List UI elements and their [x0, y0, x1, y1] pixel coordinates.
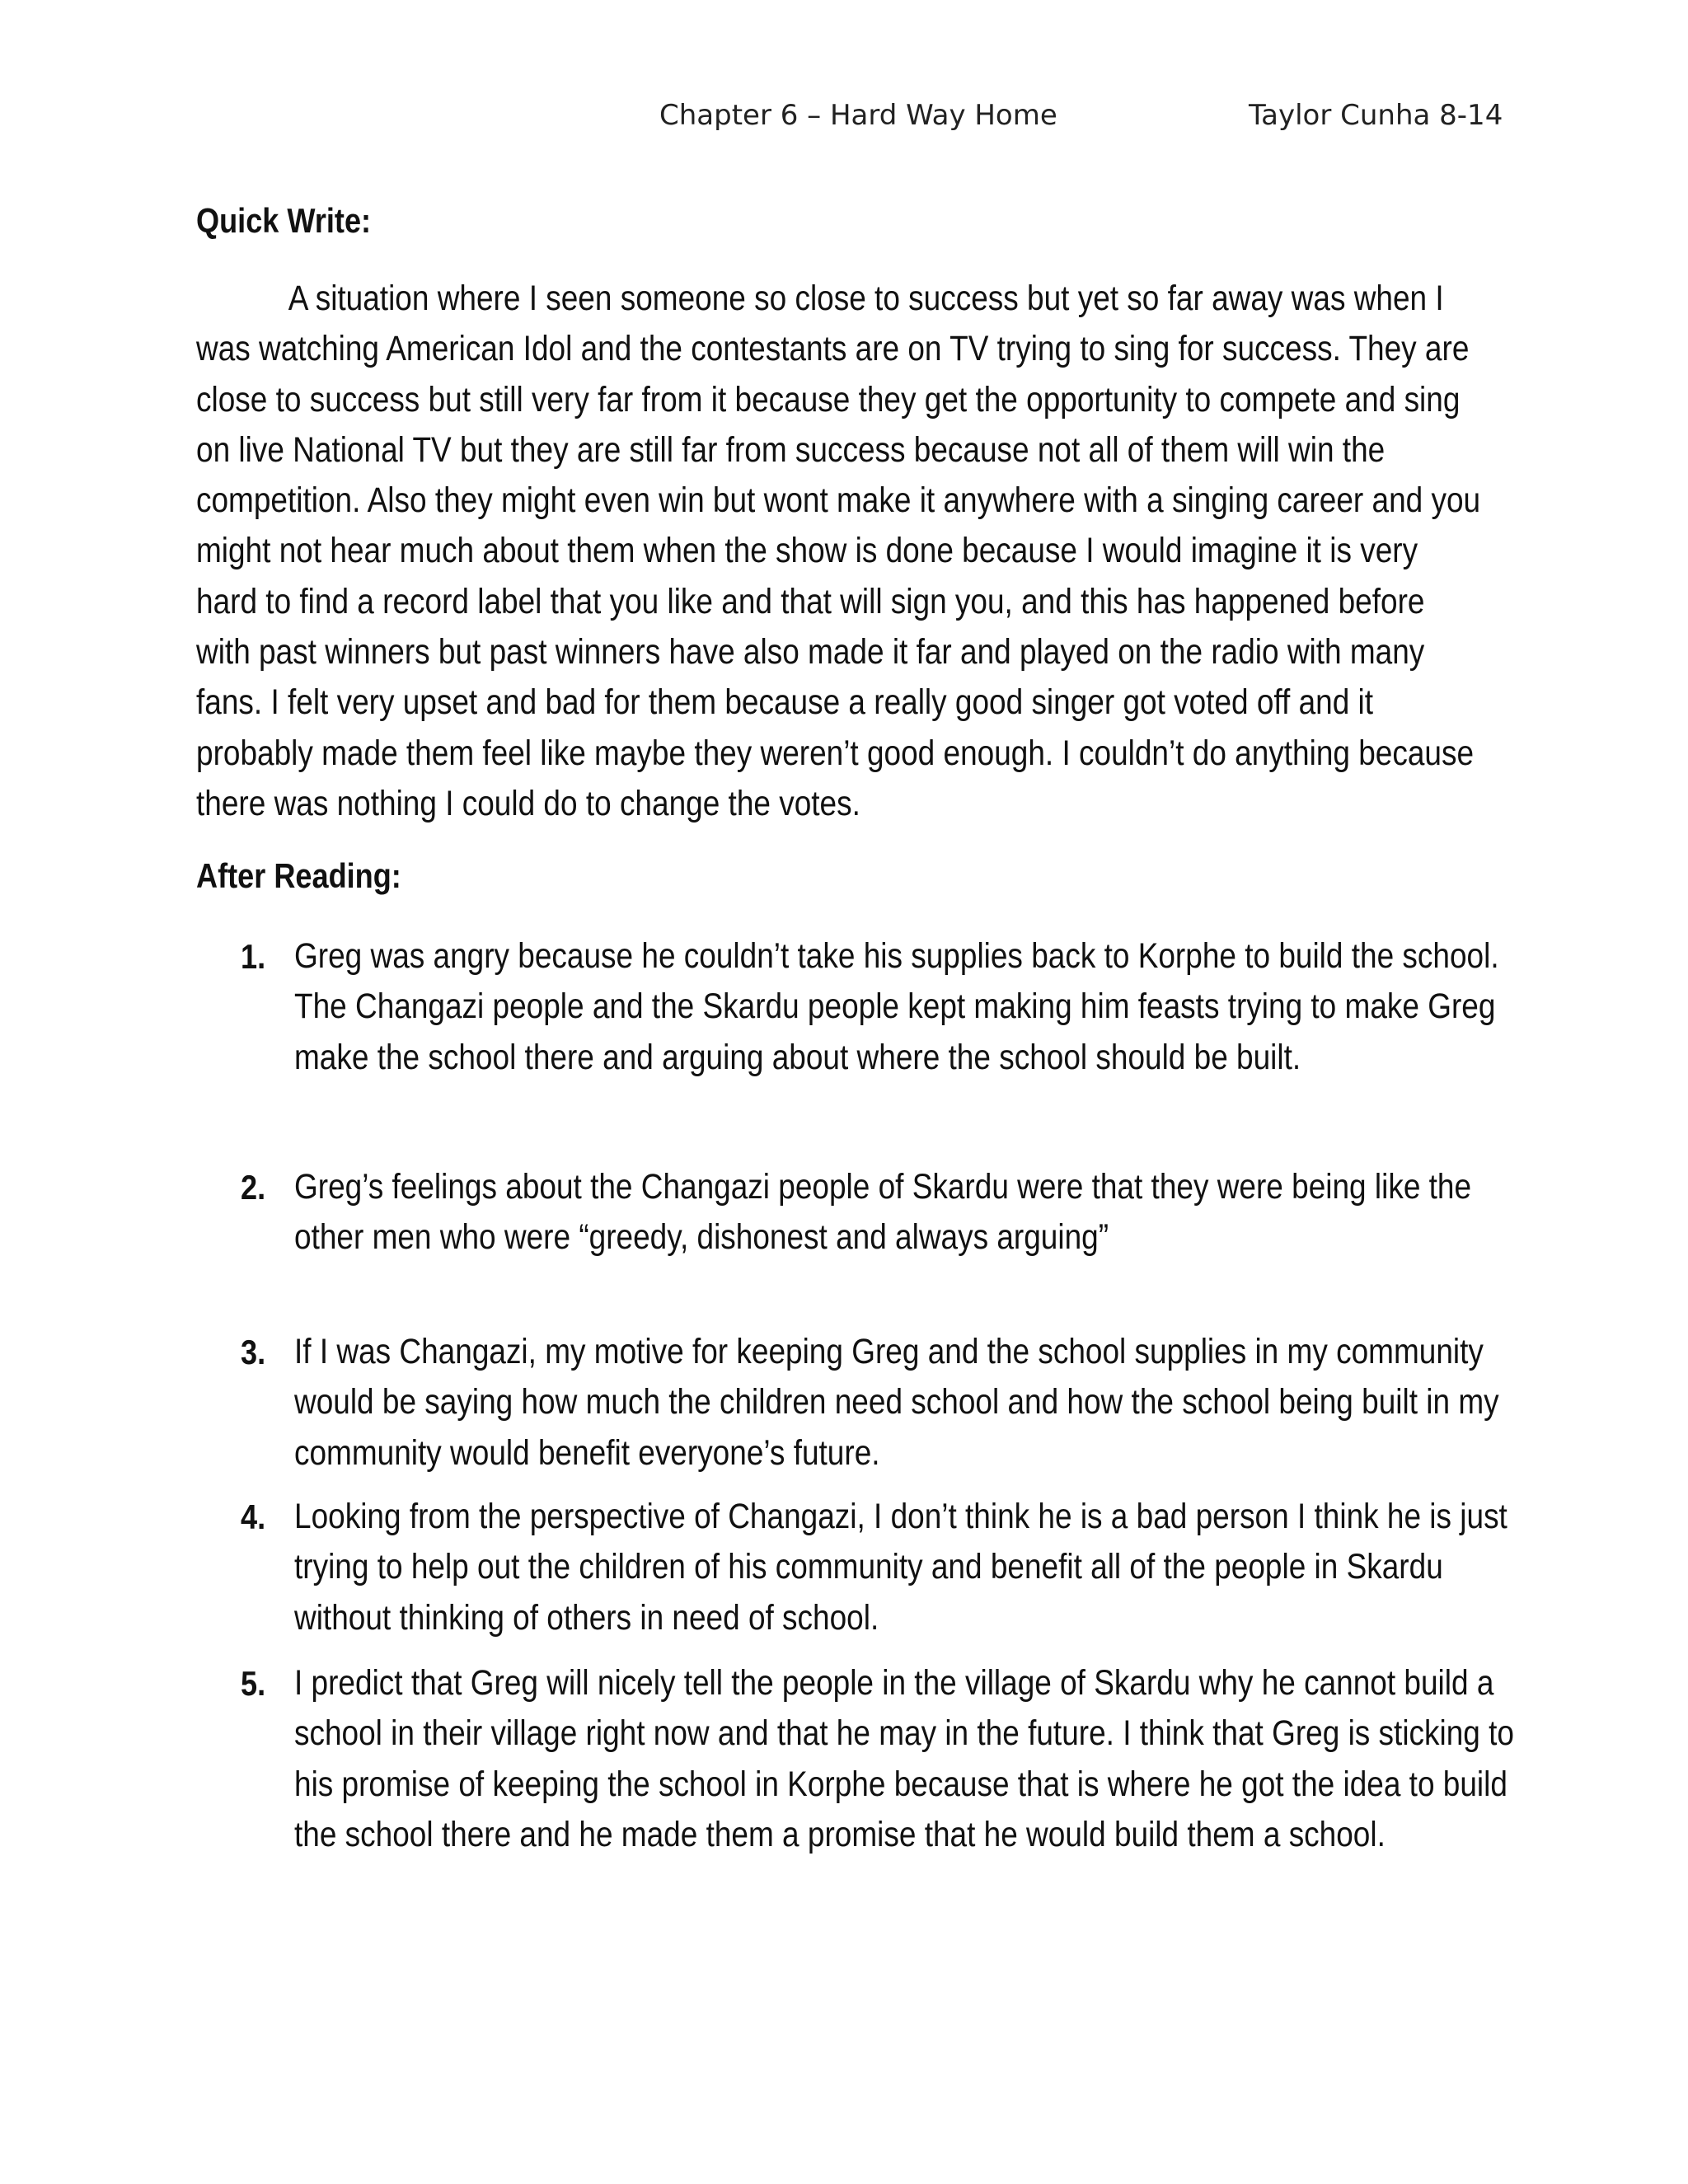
quick-write-paragraph: A situation where I seen someone so close to success but yet so far away was when I was watching American Idol and the contestants are on TV trying to sing for success. They are close to success but still very far from it because they get the opportunity to compete and sing on live National TV but they are still far from success because not all of them will win the competition. Also they might even win but wont make it anywhere with a singing career and you might not hear much about them when the show is done because I would imagine it is very hard to find a record label that you like and that will sign you, and this has happened before with past winners but past winners have also made it far and played on the radio with many fans. I felt very upset and bad for them because a really good singer got voted off and it probably made them feel like maybe they weren’t good enough. I couldn’t do anything because there was nothing I could do to change the votes.	[196, 279, 1481, 823]
header-author: Taylor Cunha 8-14	[1249, 99, 1503, 132]
list-item-text: Looking from the perspective of Changazi, I don’t think he is a bad person I think he is just trying to help out the children of his community and benefit all of the people in Skardu without thinking of others in need of school.	[294, 1497, 1507, 1638]
list-item-number: 4.	[241, 1497, 266, 1536]
quick-write-heading: Quick Write:	[196, 201, 372, 240]
list-item-number: 3.	[241, 1333, 266, 1371]
list-item-text: Greg’s feelings about the Changazi people of Skardu were that they were being like the other men who were “greedy, dishonest and always arguing”	[294, 1167, 1472, 1258]
list-item-text: I predict that Greg will nicely tell the people in the village of Skardu why he cannot build a school in their village right now and that he may in the future. I think that Greg is sticking to his promise of keeping the school in Korphe because that is where he got the idea to build the school there and he made them a promise that he would build them a school.	[294, 1663, 1514, 1854]
list-item-number: 2.	[241, 1168, 266, 1207]
after-reading-heading: After Reading:	[196, 856, 401, 895]
list-item-text: Greg was angry because he couldn’t take his supplies back to Korphe to build the school. The Changazi people and the Skardu people kept making him feasts trying to make Greg make the school there and arguing about where the school should be built.	[294, 936, 1499, 1077]
header-chapter-title: Chapter 6 – Hard Way Home	[659, 99, 1057, 132]
list-item-number: 5.	[241, 1664, 266, 1703]
list-item-number: 1.	[241, 937, 266, 976]
list-item-text: If I was Changazi, my motive for keeping Greg and the school supplies in my community would be saying how much the children need school and how the school being built in my community would benefit everyone’s future.	[294, 1332, 1499, 1473]
